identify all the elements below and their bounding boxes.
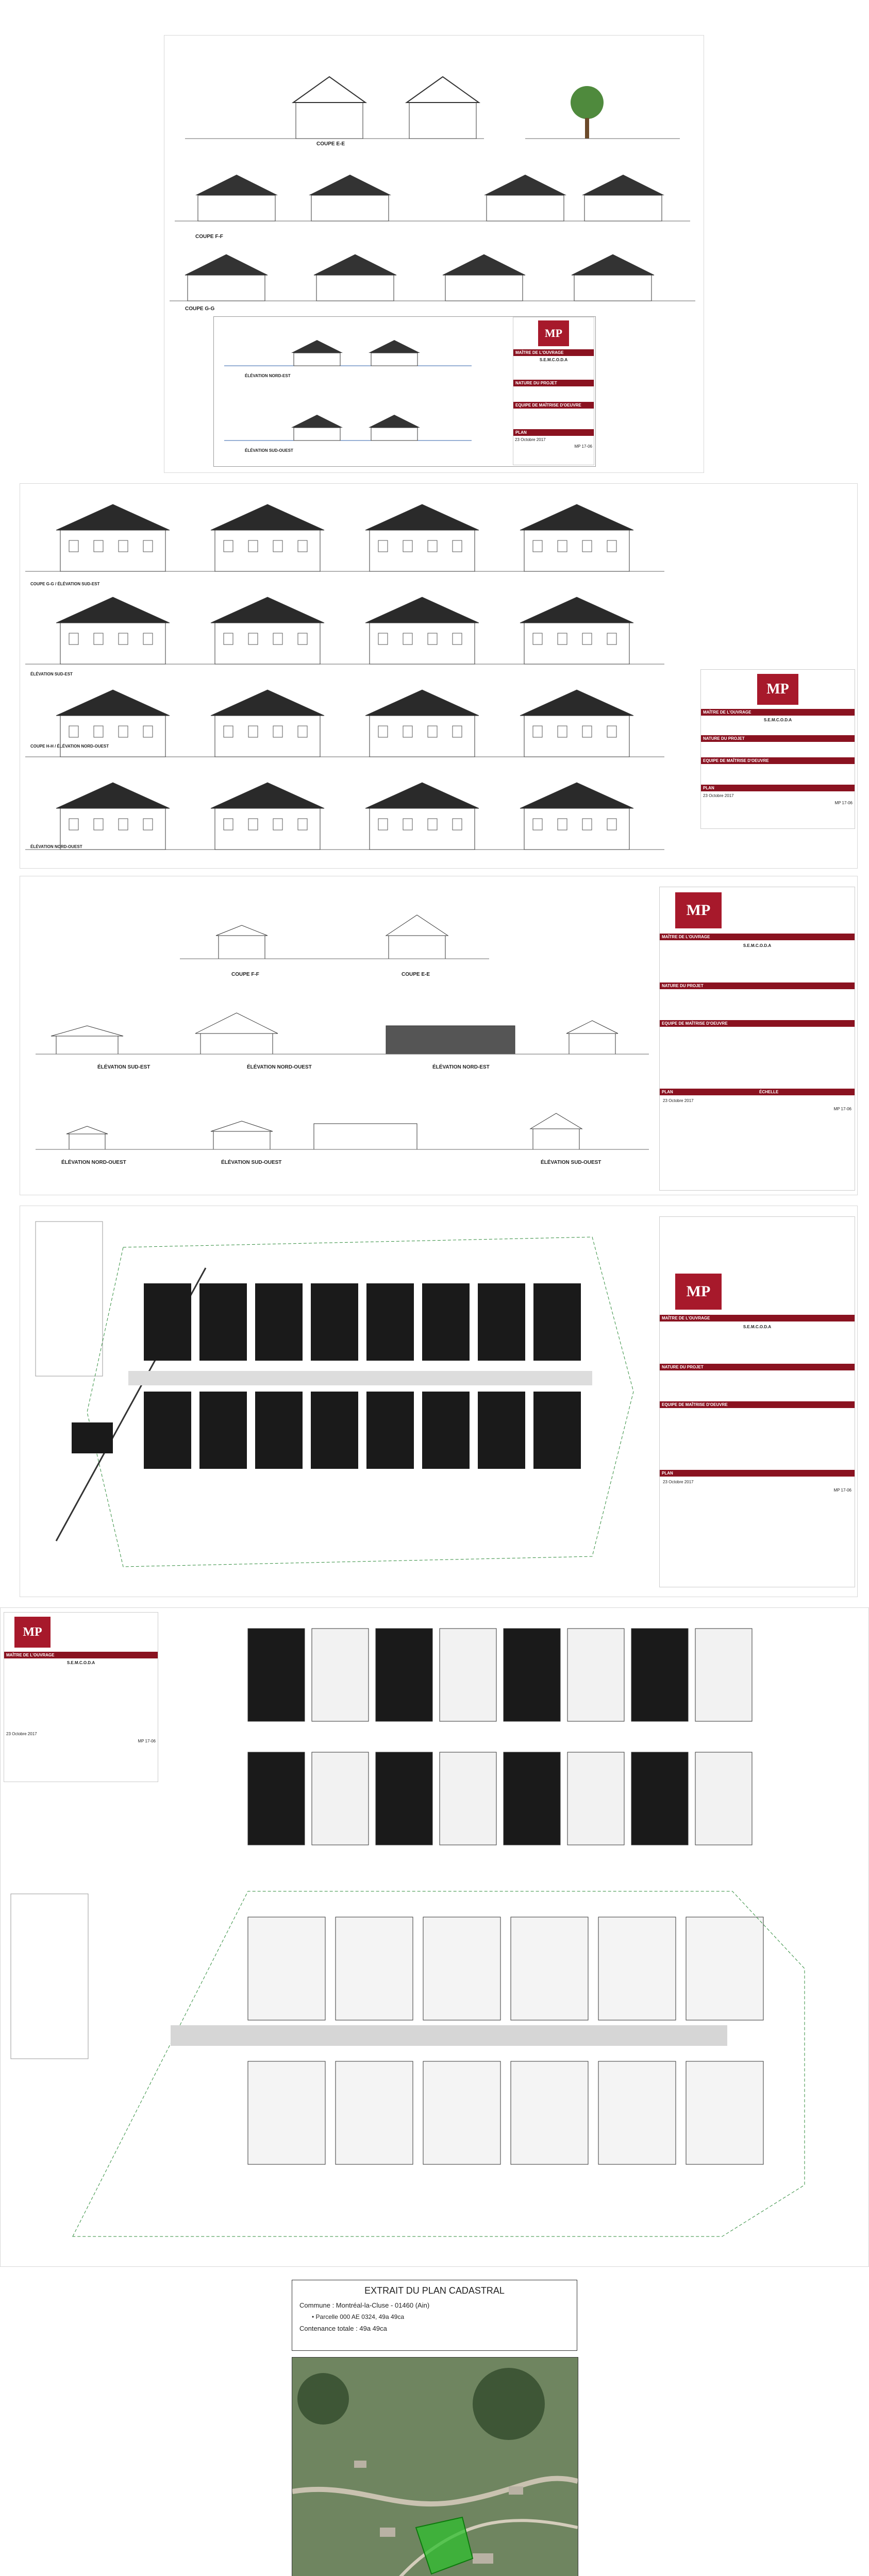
cadastre-parcelle-text: Parcelle 000 AE 0324, 49a 49ca: [315, 2313, 405, 2320]
label-coupe-e-e: COUPE E-E: [316, 141, 345, 147]
owner-title: MAÎTRE DE L'OUVRAGE: [701, 709, 855, 716]
drawing-sheet-3: [20, 876, 858, 1195]
label-elevation-nord-ouest-2: ÉLÉVATION NORD-OUEST: [61, 1160, 126, 1165]
sections-row-1: [164, 46, 704, 164]
mp-logo: MP: [14, 1617, 51, 1648]
cartouche-1: [513, 317, 594, 465]
plan-number: MP 17-06: [833, 1107, 851, 1111]
plan-date: 23 Octobre 2017: [663, 1098, 694, 1103]
project-title: NATURE DU PROJET: [701, 735, 855, 742]
label-elevation-nord-ouest: ÉLÉVATION NORD-OUEST: [247, 1064, 312, 1070]
plan-number: MP 17-06: [138, 1739, 156, 1743]
owner-name: S.E.M.C.O.D.A: [743, 943, 772, 948]
plan-bar: PLAN: [701, 785, 855, 791]
label-elevation-sud-est: ÉLÉVATION SUD-EST: [30, 672, 73, 676]
plan-number: MP 17-06: [574, 444, 592, 449]
label-coupe-g-g: COUPE G-G: [185, 306, 215, 312]
elevations-small: [214, 317, 482, 461]
cartouche-2: [700, 669, 855, 829]
team-title: EQUIPE DE MAÎTRISE D'OEUVRE: [660, 1401, 855, 1408]
owner-title: MAÎTRE DE L'OUVRAGE: [660, 1315, 855, 1321]
aerial-map: [292, 2357, 578, 2576]
drawing-sheet-2: [20, 483, 858, 869]
plan-date: 23 Octobre 2017: [6, 1732, 37, 1736]
project-title: NATURE DU PROJET: [660, 982, 855, 989]
mp-logo: MP: [675, 1274, 722, 1310]
owner-name: S.E.M.C.O.D.A: [763, 718, 792, 722]
owner-name: S.E.M.C.O.D.A: [743, 1325, 772, 1329]
shelter-elevations: [25, 876, 659, 1191]
label-elevation-sud-ouest: ÉLÉVATION SUD-OUEST: [221, 1160, 282, 1165]
label-coupe-gg-sud-est: COUPE G-G / ÉLÉVATION SUD-EST: [30, 582, 100, 586]
owner-name: S.E.M.C.O.D.A: [66, 1660, 95, 1665]
label-elevation-nord-ouest: ÉLÉVATION NORD-OUEST: [30, 844, 82, 849]
drawing-sheet-1: [164, 35, 704, 473]
site-plan: [25, 1206, 659, 1592]
plan-number: MP 17-06: [834, 801, 853, 805]
label-elevation-nord-est: ÉLÉVATION NORD-EST: [245, 374, 291, 378]
label-coupe-e-e: COUPE E-E: [402, 972, 430, 977]
sections-row-2: [164, 164, 704, 236]
team-title: EQUIPE DE MAÎTRISE D'OEUVRE: [701, 757, 855, 764]
plan-bar: PLAN: [660, 1470, 855, 1477]
plan-date: 23 Octobre 2017: [663, 1480, 694, 1484]
plan-date: 23 Octobre 2017: [703, 793, 734, 798]
cadastre-commune: Commune : Montréal-la-Cluse - 01460 (Ain): [299, 2301, 430, 2309]
drawing-sheet-5: [0, 1607, 869, 2267]
label-elevation-sud-ouest-2: ÉLÉVATION SUD-OUEST: [541, 1160, 601, 1165]
cartouche-3: [659, 887, 855, 1191]
label-coupe-f-f: COUPE F-F: [231, 972, 259, 977]
team-title: EQUIPE DE MAÎTRISE D'OEUVRE: [513, 402, 594, 409]
label-elevation-sud-est: ÉLÉVATION SUD-EST: [97, 1064, 151, 1070]
label-elevation-nord-est: ÉLÉVATION NORD-EST: [432, 1064, 490, 1070]
label-elevation-sud-ouest: ÉLÉVATION SUD-OUEST: [245, 448, 293, 453]
cartouche-4: [659, 1216, 855, 1587]
scale-bar: ÉCHELLE: [757, 1089, 855, 1095]
plan-number: MP 17-06: [833, 1488, 851, 1493]
plan-bar: PLAN: [513, 429, 594, 436]
project-title: NATURE DU PROJET: [513, 380, 594, 386]
cadastre-header: [292, 2280, 577, 2351]
floor-plans: [1, 1608, 869, 2267]
owner-name: S.E.M.C.O.D.A: [539, 358, 568, 362]
cadastre-parcelle: • Parcelle 000 AE 0324, 49a 49ca: [312, 2313, 405, 2320]
drawing-sheet-4: [20, 1206, 858, 1597]
cadastre-title: EXTRAIT DU PLAN CADASTRAL: [364, 2285, 505, 2296]
owner-title: MAÎTRE DE L'OUVRAGE: [4, 1652, 158, 1658]
mp-logo: MP: [675, 892, 722, 928]
team-title: EQUIPE DE MAÎTRISE D'OEUVRE: [660, 1020, 855, 1027]
elevations-grid: [25, 484, 670, 865]
label-coupe-f-f: COUPE F-F: [195, 234, 223, 240]
inner-sub-sheet: [213, 316, 596, 467]
cadastre-contenance: Contenance totale : 49a 49ca: [299, 2325, 387, 2332]
sections-row-3: [164, 239, 704, 306]
aerial-map-svg: [292, 2358, 578, 2576]
project-title: NATURE DU PROJET: [660, 1364, 855, 1370]
label-coupe-hh-nord-ouest: COUPE H-H / ÉLÉVATION NORD-OUEST: [30, 744, 109, 749]
plan-date: 23 Octobre 2017: [515, 437, 546, 442]
owner-title: MAÎTRE DE L'OUVRAGE: [660, 934, 855, 940]
mp-logo: MP: [538, 320, 569, 346]
mp-logo: MP: [757, 674, 798, 705]
owner-title: MAÎTRE DE L'OUVRAGE: [513, 349, 594, 356]
plan-bar: PLAN: [660, 1089, 757, 1095]
